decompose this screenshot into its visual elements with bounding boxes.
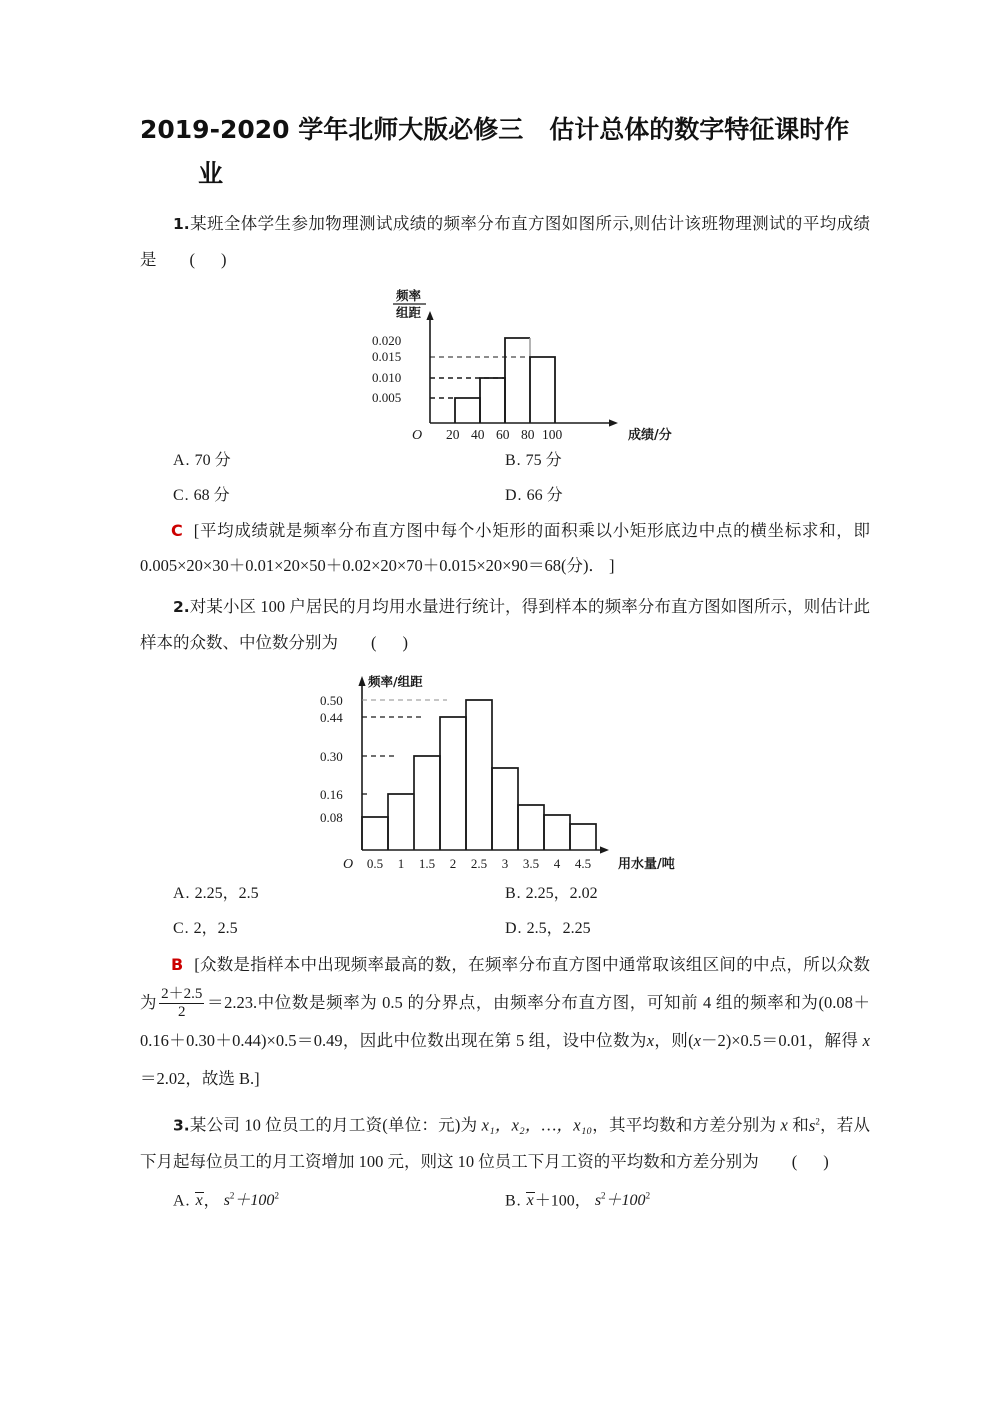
option-2d[interactable] <box>505 911 870 946</box>
option-3b-variance: $s^2+100^2$ <box>594 1190 651 1209</box>
option-2c-text: 2，2.5 <box>193 920 238 937</box>
option-2a-text: 2.25，2.5 <box>194 885 259 902</box>
question-2-options <box>140 876 870 946</box>
option-3a[interactable]: A. x， $s^2+100^2$ <box>173 1190 279 1209</box>
question-2-explanation-seg5: ＝2.02，故选 B.] <box>140 1069 260 1088</box>
figure-1-frequency-histogram-scores <box>140 281 870 441</box>
question-3-var-variance: $s^2$ <box>808 1115 820 1135</box>
option-1c[interactable] <box>140 478 505 513</box>
question-2-explanation-seg3: ，则( <box>654 1031 694 1050</box>
option-1a-text: 70 分 <box>194 452 231 469</box>
chart1-bar-40-60 <box>480 378 505 423</box>
chart1-origin-label: O <box>412 428 423 441</box>
chart2-xtick-3.5: 3.5 <box>522 856 540 871</box>
chart2-ytick-0.44: 0.44 <box>320 710 343 725</box>
chart1-xtick-80: 80 <box>521 427 535 441</box>
chart2-svg <box>140 662 870 874</box>
chart2-bar-1-1.5 <box>414 756 440 850</box>
option-1c-text: 68 分 <box>193 487 230 504</box>
page-title <box>140 108 870 196</box>
chart2-ytick-0.50: 0.50 <box>320 693 343 708</box>
chart2-origin-label: O <box>343 857 354 872</box>
option-2d-label: D. <box>505 920 523 937</box>
question-1-explanation-text: [平均成绩就是频率分布直方图中每个小矩形的面积乘以小矩形底边中点的横坐标求和，即 0.005×20×30＋0.01×20×50＋0.02×20×70＋0.015×20×90＝68(分)． ] <box>140 521 870 575</box>
chart1-xtick-40: 40 <box>471 427 485 441</box>
chart1-ytick-0.010: 0.010 <box>372 370 402 385</box>
chart2-x-axis-arrow <box>600 846 609 853</box>
chart1-x-axis-arrow <box>609 419 618 426</box>
chart2-bar-0-0.5 <box>362 817 388 850</box>
question-2-answer-letter: B <box>171 955 184 974</box>
option-1a[interactable] <box>140 443 505 478</box>
question-2-fraction-numerator: 2＋2.5 <box>161 985 203 1002</box>
chart1-ytick-0.020: 0.020 <box>372 333 402 348</box>
chart2-xtick-4.5: 4.5 <box>574 856 592 871</box>
chart2-bar-1.5-2 <box>440 717 466 850</box>
option-3b[interactable]: B. x＋100， $s^2+100^2$ <box>505 1190 651 1209</box>
chart1-svg <box>140 281 870 441</box>
chart2-bar-0.5-1 <box>388 794 414 850</box>
question-2-body: 对某小区 100 户居民的月均用水量进行统计，得到样本的频率分布直方图如图所示，则估计此样本的众数、中位数分别为 <box>140 597 870 652</box>
question-3-options-row-1 <box>140 1179 870 1218</box>
chart2-xtick-1: 1 <box>397 856 405 871</box>
question-1-options-row-2 <box>140 478 870 513</box>
chart2-xtick-3: 3 <box>501 856 509 871</box>
question-2-fraction-denominator: 2 <box>159 1003 204 1021</box>
question-3-var-mean: x <box>780 1115 788 1135</box>
chart2-xtick-2.5: 2.5 <box>470 856 488 871</box>
chart1-xtick-60: 60 <box>496 427 510 441</box>
option-3b-mean: x <box>526 1191 534 1209</box>
option-2b-text: 2.25，2.02 <box>525 885 598 902</box>
option-2b-label: B. <box>505 885 522 902</box>
question-2-explanation <box>140 946 870 1098</box>
question-3-answer-blank <box>759 1144 829 1179</box>
question-1-explanation <box>140 513 870 583</box>
question-1-answer-letter: C <box>171 521 183 540</box>
question-2-var-x1: x <box>646 1031 655 1050</box>
figure-2-frequency-histogram-water <box>140 662 870 874</box>
question-3-seg3: 和 <box>792 1115 809 1135</box>
chart2-y-axis-arrow <box>358 676 365 686</box>
option-2d-text: 2.5，2.25 <box>526 920 591 937</box>
page-title-part2: 估计总体的数字特征课时作 <box>549 115 850 144</box>
question-3-options <box>140 1179 870 1218</box>
chart2-bar-4-4.5 <box>570 824 596 850</box>
page-title-part1: 2019-2020 学年北师大版必修三 <box>140 115 524 144</box>
option-1b-label: B. <box>505 452 522 469</box>
chart1-xlabel: 成绩/分 <box>628 428 672 441</box>
chart2-bar-2-2.5 <box>466 700 492 850</box>
chart2-bar-3.5-4 <box>544 815 570 850</box>
chart2-xtick-2: 2 <box>449 856 457 871</box>
chart1-ylabel-numerator: 频率 <box>396 288 422 303</box>
page-title-part3: 业 <box>198 159 224 188</box>
chart2-xtick-4: 4 <box>553 856 561 871</box>
question-3-seg2: ，其平均数和方差分别为 <box>592 1115 777 1135</box>
question-1-number: 1. <box>173 215 190 233</box>
option-3a-mean: x <box>195 1191 203 1209</box>
question-2-number: 2. <box>173 598 190 616</box>
chart2-ytick-0.08: 0.08 <box>320 810 343 825</box>
question-3-number: 3. <box>173 1116 190 1135</box>
question-2-answer-blank <box>338 625 408 660</box>
question-2-var-x2: x <box>693 1031 701 1050</box>
chart1-bar-60-80 <box>505 338 530 423</box>
question-3-seg1: 某公司 10 位员工的月工资(单位：元)为 <box>189 1115 478 1135</box>
chart1-ylabel-denominator: 组距 <box>396 305 422 320</box>
question-3-variable-list: x₁，x₂，…，x₁₀ <box>481 1115 593 1135</box>
chart1-xtick-20: 20 <box>446 427 460 441</box>
option-2c-label: C. <box>173 920 190 937</box>
chart2-xlabel: 用水量/吨 <box>618 857 675 872</box>
question-3-text <box>140 1104 870 1179</box>
question-2-explanation-seg2: ＝2.23.中位数是频率为 0.5 的分界点，由频率分布直方图，可知前 4 组的频率和为(0.08＋0.16＋0.30＋0.44)×0.5＝0.49，因此中位数出现在第 5 组，设中位数为 <box>140 993 871 1050</box>
option-2c[interactable] <box>140 911 505 946</box>
question-2-fraction <box>159 986 204 1021</box>
chart2-xtick-0.5: 0.5 <box>366 856 384 871</box>
option-2a[interactable] <box>140 876 505 911</box>
option-3b-mean-plus: ＋100 <box>534 1191 575 1209</box>
option-3a-label: A. <box>173 1191 191 1209</box>
chart2-ytick-0.16: 0.16 <box>320 787 343 802</box>
option-1b-text: 75 分 <box>525 452 562 469</box>
option-2b[interactable] <box>505 876 870 911</box>
question-2-options-row-2 <box>140 911 870 946</box>
question-1-answer-blank <box>157 242 227 277</box>
option-1d-text: 66 分 <box>526 487 563 504</box>
question-1-options-row-1 <box>140 443 870 478</box>
option-2a-label: A. <box>173 885 191 902</box>
chart1-xtick-100: 100 <box>542 427 563 441</box>
option-1d-label: D. <box>505 487 523 504</box>
chart2-bar-2.5-3 <box>492 768 518 850</box>
chart2-ytick-0.30: 0.30 <box>320 749 343 764</box>
question-2-text <box>140 589 870 660</box>
question-2-options-row-1 <box>140 876 870 911</box>
chart2-xtick-1.5: 1.5 <box>418 856 436 871</box>
chart1-bar-20-40 <box>455 398 480 423</box>
question-1-options <box>140 443 870 513</box>
chart1-y-axis-arrow <box>426 311 433 320</box>
option-3a-variance: $s^2+100^2$ <box>223 1190 279 1209</box>
page-content <box>140 108 870 1218</box>
chart1-ytick-0.005: 0.005 <box>372 390 402 405</box>
option-1d[interactable] <box>505 478 870 513</box>
question-3-seg4: ，若从下月起每位员工的月工资增加 100 元，则这 10 位员工下月工资的平均数和方差分别为 <box>140 1115 870 1171</box>
question-2-explanation-seg1: [众数是指样本中出现频率最高的数，在频率分布直方图中通常取该组区间的中点，所以众数为 <box>140 955 870 1012</box>
question-2-explanation-seg4: －2)×0.5＝0.01，解得 <box>700 1031 859 1050</box>
question-1-body: 某班全体学生参加物理测试成绩的频率分布直方图如图所示,则估计该班物理测试的平均成绩是 <box>140 214 870 269</box>
chart1-ytick-0.015: 0.015 <box>372 349 402 364</box>
option-1c-label: C. <box>173 487 190 504</box>
option-1b[interactable] <box>505 443 870 478</box>
option-3b-label: B. <box>505 1191 522 1209</box>
chart1-bar-80-100 <box>530 357 555 423</box>
chart2-ylabel: 频率/组距 <box>368 674 423 689</box>
question-2-var-x3: x <box>862 1031 870 1050</box>
option-1a-label: A. <box>173 452 191 469</box>
chart2-bar-3-3.5 <box>518 805 544 850</box>
question-1-text <box>140 206 870 277</box>
